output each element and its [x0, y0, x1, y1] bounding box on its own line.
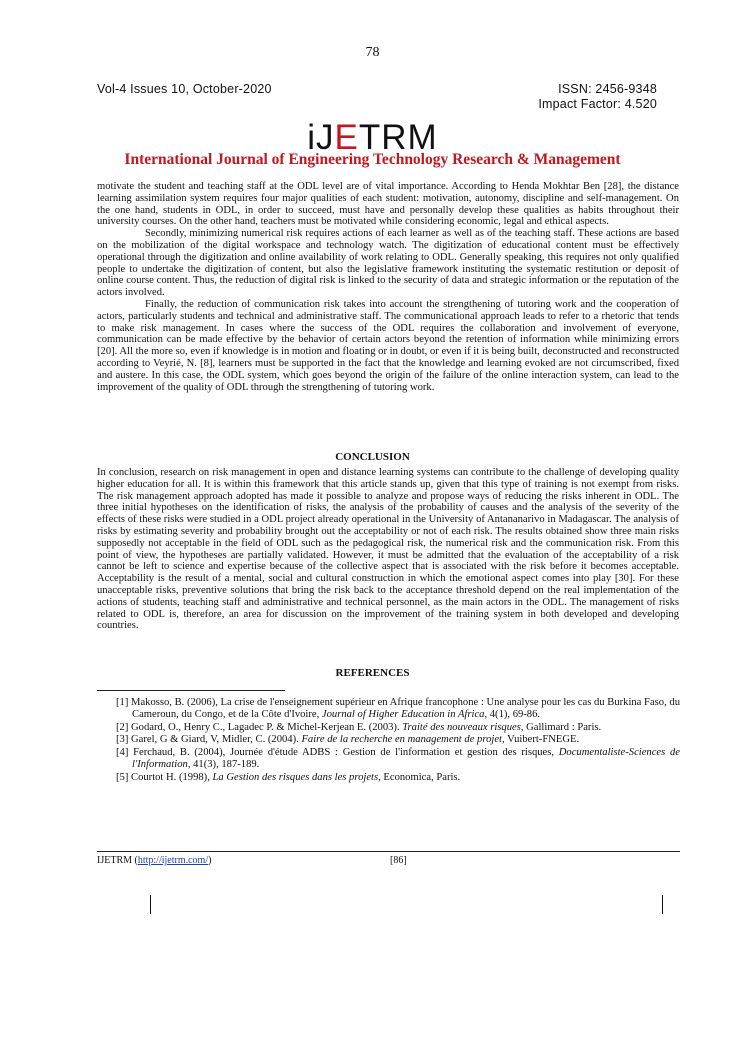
footer-divider: [97, 851, 680, 852]
body-paragraph: motivate the student and teaching staff at the ODL level are of vital importance. According to Henda Mokhtar Ben [28], the distance learning assimilation system requires four major qualities of each student: motivation, autonomy, discipline and self-management. On the one hand, students in ODL, in order to succeed, must have and personally develop these qualities as habits throughout their university courses. On the other hand, teachers must be motivated while considering economic, legal and ethical aspects.: [97, 181, 679, 228]
reference-text: [4] Ferchaud, B. (2004), Journée d'étude ADBS : Gestion de l'information et gestion des risques,: [116, 747, 559, 759]
references-list: [116, 697, 680, 785]
reference-source: Documentaliste-Sciences de l'Information,: [132, 747, 680, 770]
reference-source: Journal of Higher Education in Africa,: [321, 708, 488, 720]
logo-suffix: TRM: [358, 118, 438, 157]
reference-item: [116, 772, 680, 784]
body-paragraph: Secondly, minimizing numerical risk requires actions of each learner as well as of the teaching staff. These actions are based on the mobilization of the digital workspace and technology watch. The digitization of educational content must be effectively operational through the digitization and online availability of work relating to ODL. Generally speaking, this requires not only qualified people to undertake the digitization of content, but also the legislative framework instituting the systematic restitution or deposit of online course content. Thus, the reduction of digital risk is linked to the security of data and strategic information or the reputation of the actors involved.: [97, 228, 679, 299]
reference-text: [2] Godard, O., Henry C., Lagadec P. & Michel-Kerjean E. (2003).: [116, 721, 403, 733]
reference-text: [1] Makosso, B. (2006), La crise de l'enseignement supérieur en Afrique francophone : Une analyse pour les cas du Burkina Faso, du Cameroun, du Congo, et de la Côte d'Ivoire,: [116, 697, 680, 720]
crop-mark-right: [662, 895, 663, 914]
reference-details: Vuibert-FNEGE.: [504, 734, 580, 746]
conclusion-body: [97, 467, 679, 632]
footer-open-paren: (: [132, 855, 138, 866]
page-number: 78: [365, 45, 380, 60]
reference-source: Traité des nouveaux risques: [402, 721, 521, 733]
footer-page-number: [86]: [390, 855, 407, 866]
references-heading: REFERENCES: [335, 667, 410, 679]
reference-details: , Economica, Paris.: [378, 771, 461, 783]
discussion-section: [97, 181, 679, 393]
issn: ISSN: 2456-9348: [558, 82, 657, 96]
crop-mark-left: [150, 895, 151, 914]
footer-close-paren: ): [208, 855, 212, 866]
reference-details: , Gallimard : Paris.: [520, 721, 602, 733]
conclusion-heading: CONCLUSION: [335, 451, 410, 463]
logo-prefix: iJ: [307, 118, 335, 157]
body-paragraph: Finally, the reduction of communication risk takes into account the strengthening of tutoring work and the cooperation of actors, particularly students and technical and administrative staff. The communicational approach leads to refer to a rhetoric that tends to make risk management. In cases where the success of the ODL requires the collaboration and involvement of everyone, communication can be made effective by the behavior of certain actors beyond the retention of information while minimizing errors [20]. All the more so, even if knowledge is in motion and floating or in doubt, or even if it is being built, deconstructed and reconstructed according to Veyrié, N. [8], learners must be supported in the fact that the knowledge and learning evoked are not circumscribed, fixed and austere. In this case, the ODL system, which goes beyond the origin of the failure of the online interaction system, can lead to the improvement of the quality of ODL through the strengthening of tutoring work.: [97, 298, 679, 393]
reference-source: Faire de la recherche en management de projet,: [301, 734, 505, 746]
impact-factor: Impact Factor: 4.520: [538, 97, 657, 111]
footer-journal: [97, 855, 211, 866]
conclusion-paragraph: In conclusion, research on risk management in open and distance learning systems can contribute to the challenge of developing quality higher education for all. It is within this framework that this article stands up, given that this type of training is not exempt from risks. The risk management approach adopted has made it possible to analyze and propose ways of reducing the risks inherent in ODL. The three initial hypotheses on the identification of risks, the analysis of the probability of causes and the analysis of the severity of the effects of these risks were studied in a ODL project already operational in the University of Antananarivo in Madagascar. The analysis of risks by estimating severity and probability brought out the acceptability or not of each risk. The results obtained show three main risks supposedly not acceptable in the field of ODL such as the pedagogical risk, the numerical risk and the communication risk. From this point of view, the hypotheses are partially validated. However, it must be admitted that the evaluation of the acceptability of a risk cannot be left to science and expertise because of the collective aspect that is associated with the risk before it becomes acceptable. Acceptability is the result of a mental, social and cultural construction in which the emotional aspect comes into play [30]. For these unacceptable risks, preventive solutions that bring the risk back to the acceptance threshold depend on the real implementation of the actions of students, teaching staff and administrative and technical personnel, as the main actors in the ODL. The management of risks related to ODL is, therefore, an area for discussion on the improvement of the training system in both developed and developing countries.: [97, 467, 679, 632]
reference-item: [116, 697, 680, 721]
logo-accent: E: [334, 118, 359, 157]
reference-item: [116, 747, 680, 771]
reference-item: [116, 734, 680, 746]
references-divider: [97, 690, 285, 691]
reference-text: [3] Garel, G & Giard, V, Midler, C. (2004).: [116, 734, 302, 746]
reference-text: [5] Courtot H. (1998),: [116, 771, 213, 783]
reference-source: La Gestion des risques dans les projets: [212, 771, 379, 783]
footer-journal-name: IJETRM: [97, 855, 132, 866]
reference-details: 4(1), 69-86.: [487, 708, 541, 720]
journal-title: International Journal of Engineering Technology Research & Management: [124, 151, 621, 168]
footer-website-link[interactable]: http://ijetrm.com/: [137, 855, 209, 866]
reference-details: 41(3), 187-189.: [190, 758, 260, 770]
volume-issue: Vol-4 Issues 10, October-2020: [97, 82, 272, 96]
reference-item: [116, 722, 680, 734]
